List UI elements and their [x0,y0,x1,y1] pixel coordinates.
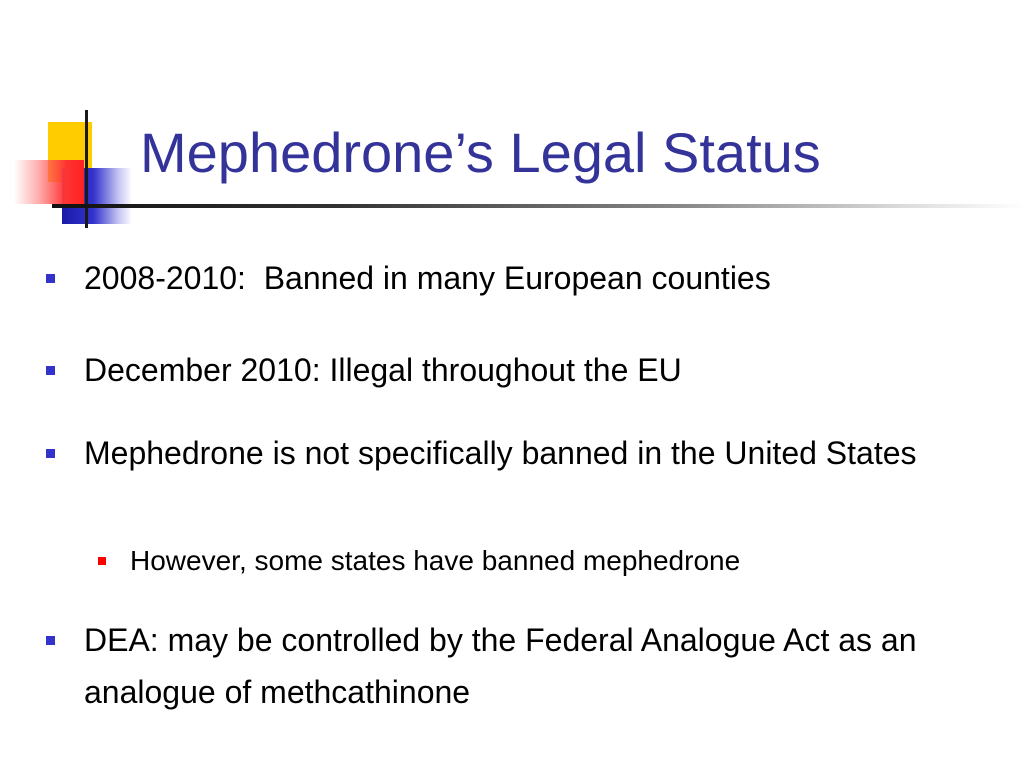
bullet-item [84,344,1004,396]
bullet-item [84,614,1004,718]
bullet-text: 2008-2010: Banned in many European counties [84,260,771,296]
sub-bullet-text: However, some states have banned mephedrone [130,545,741,576]
red-square-shape [14,160,84,204]
bullet-item [84,252,1004,304]
vertical-rule [85,110,88,228]
square-bullet-icon [46,449,55,458]
bullet-item [84,427,1004,479]
bullet-text: December 2010: Illegal throughout the EU [84,352,682,388]
square-bullet-icon [46,274,55,283]
title-underline [52,204,1024,208]
bullet-text: Mephedrone is not specifically banned in the United States [84,435,917,471]
sub-bullet-item [130,541,990,581]
square-sub-bullet-icon [98,557,106,565]
square-bullet-icon [46,366,55,375]
bullet-text: DEA: may be controlled by the Federal Analogue Act as an analogue of methcathinone [84,622,926,710]
square-bullet-icon [46,636,55,645]
slide-title: Mephedrone’s Legal Status [140,121,821,184]
